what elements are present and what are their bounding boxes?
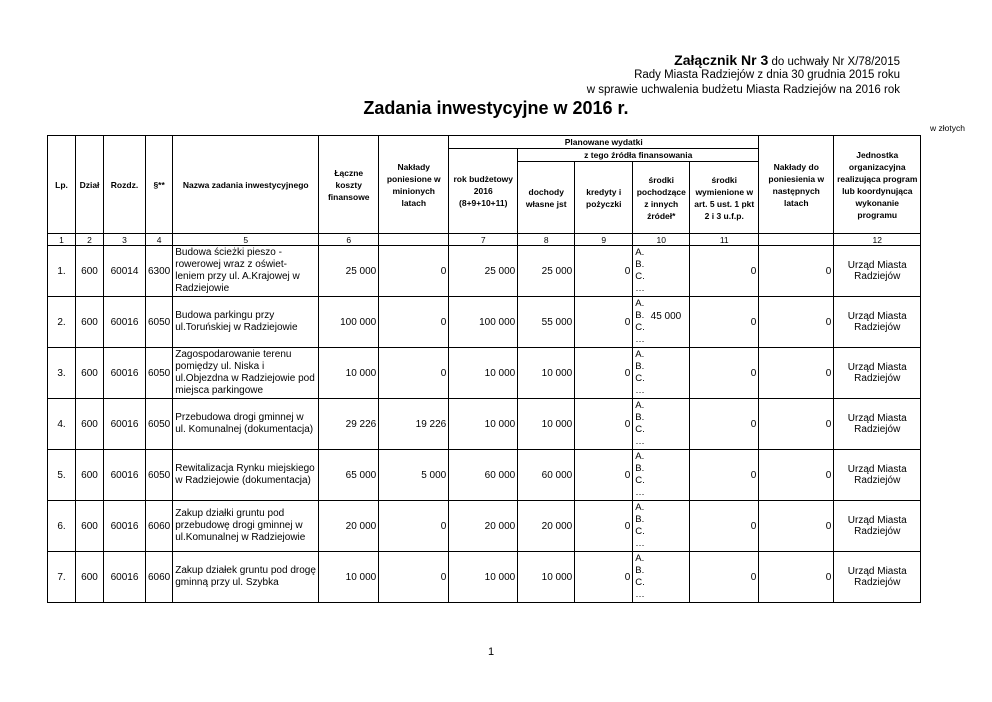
cell-naklady-nastepne: 0: [759, 348, 834, 399]
source-label: C.: [635, 322, 645, 333]
cell-laczne: 10 000: [319, 348, 379, 399]
cell-lp: 5.: [48, 450, 76, 501]
table-row: [48, 348, 921, 399]
col-number: [379, 234, 449, 246]
col-rozdz: Rozdz.: [104, 136, 146, 234]
cell-srodki-art: 0: [690, 348, 759, 399]
cell-srodki-inne: [633, 348, 690, 399]
cell-dzial: 600: [76, 348, 104, 399]
table-row: [48, 450, 921, 501]
cell-jednostka: Urząd Miasta Radziejów: [834, 501, 921, 552]
cell-paragraf: 6050: [146, 399, 173, 450]
source-label: C.: [635, 577, 645, 588]
col-number: 1: [48, 234, 76, 246]
cell-paragraf: 6050: [146, 348, 173, 399]
cell-jednostka: Urząd Miasta Radziejów: [834, 246, 921, 297]
unit-note: w złotych: [930, 123, 965, 133]
cell-jednostka: Urząd Miasta Radziejów: [834, 399, 921, 450]
cell-rok: 100 000: [449, 297, 518, 348]
cell-jednostka: Urząd Miasta Radziejów: [834, 348, 921, 399]
col-number: 2: [76, 234, 104, 246]
cell-srodki-inne: [633, 501, 690, 552]
source-label: B.: [635, 565, 645, 576]
annex-number: Załącznik Nr 3: [674, 52, 769, 68]
cell-paragraf: 6060: [146, 552, 173, 603]
col-jednostka: Jednostka organizacyjna realizująca program lub koordynująca wykonanie programu: [834, 136, 921, 234]
cell-poniesione: 5 000: [379, 450, 449, 501]
source-label: …: [635, 589, 645, 600]
document-title: Zadania inwestycyjne w 2016 r.: [363, 98, 629, 118]
col-planowane: Planowane wydatki: [449, 136, 759, 149]
source-labels: [635, 247, 645, 295]
cell-poniesione: 0: [379, 552, 449, 603]
cell-laczne: 29 226: [319, 399, 379, 450]
source-label: B.: [635, 463, 645, 474]
source-labels: [635, 553, 645, 601]
source-label: …: [635, 487, 645, 498]
source-value: 45 000: [650, 311, 682, 322]
cell-naklady-nastepne: 0: [759, 501, 834, 552]
cell-task-name: Budowa ścieżki pieszo - rowerowej wraz z oświet- leniem przy ul. A.Krajowej w Radziejowie: [173, 246, 319, 297]
cell-rok: 10 000: [449, 399, 518, 450]
source-labels: [635, 502, 645, 550]
col-number: 9: [575, 234, 633, 246]
source-label: B.: [635, 514, 645, 525]
col-number: 12: [834, 234, 921, 246]
cell-dzial: 600: [76, 246, 104, 297]
cell-task-name: Zagospodarowanie terenu pomiędzy ul. Niska i ul.Objezdna w Radziejowie pod miejsca parkingowe: [173, 348, 319, 399]
cell-lp: 2.: [48, 297, 76, 348]
cell-srodki-inne: [633, 399, 690, 450]
cell-rok: 10 000: [449, 552, 518, 603]
cell-rok: 10 000: [449, 348, 518, 399]
source-label: B.: [635, 412, 645, 423]
cell-lp: 6.: [48, 501, 76, 552]
cell-srodki-inne: [633, 450, 690, 501]
cell-paragraf: 6300: [146, 246, 173, 297]
cell-naklady-nastepne: 0: [759, 297, 834, 348]
col-number: 7: [449, 234, 518, 246]
col-dochody: dochody własne jst: [518, 162, 575, 234]
cell-kredyty: 0: [575, 348, 633, 399]
source-label: C.: [635, 424, 645, 435]
source-label: A.: [635, 451, 645, 462]
cell-laczne: 10 000: [319, 552, 379, 603]
source-label: C.: [635, 271, 645, 282]
source-label: A.: [635, 349, 645, 360]
cell-rozdz: 60016: [104, 501, 146, 552]
cell-kredyty: 0: [575, 246, 633, 297]
source-labels: [635, 451, 645, 499]
cell-naklady-nastepne: 0: [759, 552, 834, 603]
cell-lp: 4.: [48, 399, 76, 450]
cell-poniesione: 19 226: [379, 399, 449, 450]
cell-laczne: 65 000: [319, 450, 379, 501]
cell-task-name: Rewitalizacja Rynku miejskiego w Radziejowie (dokumentacja): [173, 450, 319, 501]
cell-lp: 7.: [48, 552, 76, 603]
col-naklady-nastepne: Nakłady do poniesienia w następnych latach: [759, 136, 834, 234]
col-number: 10: [633, 234, 690, 246]
cell-srodki-inne: [633, 552, 690, 603]
cell-srodki-art: 0: [690, 552, 759, 603]
col-dzial: Dział: [76, 136, 104, 234]
col-rok: rok budżetowy 2016 (8+9+10+11): [449, 149, 518, 234]
annex-council-line: Rady Miasta Radziejów z dnia 30 grudnia 2015 roku: [634, 69, 900, 81]
col-number: [759, 234, 834, 246]
cell-srodki-art: 0: [690, 399, 759, 450]
cell-dochody: 10 000: [518, 348, 575, 399]
cell-naklady-nastepne: 0: [759, 246, 834, 297]
cell-jednostka: Urząd Miasta Radziejów: [834, 450, 921, 501]
col-nazwa: Nazwa zadania inwestycyjnego: [173, 136, 319, 234]
cell-srodki-art: 0: [690, 450, 759, 501]
column-number-row: [48, 234, 921, 246]
annex-subject-line: w sprawie uchwalenia budżetu Miasta Radziejów na 2016 rok: [586, 84, 900, 96]
cell-kredyty: 0: [575, 399, 633, 450]
source-label: …: [635, 538, 645, 549]
source-labels: [635, 298, 645, 346]
cell-dochody: 55 000: [518, 297, 575, 348]
cell-jednostka: Urząd Miasta Radziejów: [834, 552, 921, 603]
col-laczne: Łączne koszty finansowe: [319, 136, 379, 234]
cell-rozdz: 60016: [104, 450, 146, 501]
source-label: …: [635, 283, 645, 294]
cell-dzial: 600: [76, 501, 104, 552]
source-label: …: [635, 334, 645, 345]
cell-poniesione: 0: [379, 297, 449, 348]
cell-rozdz: 60016: [104, 348, 146, 399]
source-label: C.: [635, 526, 645, 537]
col-srodki-inne: środki pochodzące z innych źródeł*: [633, 162, 690, 234]
cell-poniesione: 0: [379, 501, 449, 552]
source-label: C.: [635, 373, 645, 384]
cell-naklady-nastepne: 0: [759, 450, 834, 501]
cell-dochody: 25 000: [518, 246, 575, 297]
source-label: A.: [635, 400, 645, 411]
col-srodki-art: środki wymienione w art. 5 ust. 1 pkt 2 i 3 u.f.p.: [690, 162, 759, 234]
source-label: A.: [635, 553, 645, 564]
cell-dzial: 600: [76, 552, 104, 603]
investment-table: [47, 135, 921, 603]
cell-rozdz: 60016: [104, 552, 146, 603]
cell-kredyty: 0: [575, 552, 633, 603]
source-label: …: [635, 436, 645, 447]
cell-dochody: 20 000: [518, 501, 575, 552]
cell-jednostka: Urząd Miasta Radziejów: [834, 297, 921, 348]
cell-rozdz: 60016: [104, 399, 146, 450]
col-number: 5: [173, 234, 319, 246]
source-label: A.: [635, 247, 645, 258]
cell-paragraf: 6050: [146, 297, 173, 348]
cell-kredyty: 0: [575, 297, 633, 348]
table-row: [48, 246, 921, 297]
col-number: 8: [518, 234, 575, 246]
cell-lp: 3.: [48, 348, 76, 399]
col-number: 4: [146, 234, 173, 246]
source-labels: [635, 349, 645, 397]
cell-task-name: Zakup działki gruntu pod przebudowę drogi gminnej w ul.Komunalnej w Radziejowie: [173, 501, 319, 552]
cell-poniesione: 0: [379, 246, 449, 297]
table-row: [48, 501, 921, 552]
cell-naklady-nastepne: 0: [759, 399, 834, 450]
col-lp: Lp.: [48, 136, 76, 234]
cell-dochody: 10 000: [518, 399, 575, 450]
table-row: [48, 399, 921, 450]
cell-rok: 20 000: [449, 501, 518, 552]
cell-srodki-art: 0: [690, 246, 759, 297]
cell-rozdz: 60016: [104, 297, 146, 348]
table-row: [48, 297, 921, 348]
source-label: B.: [635, 310, 645, 321]
col-paragraf: §**: [146, 136, 173, 234]
source-label: B.: [635, 361, 645, 372]
cell-task-name: Zakup działek gruntu pod drogę gminną przy ul. Szybka: [173, 552, 319, 603]
source-label: C.: [635, 475, 645, 486]
cell-dzial: 600: [76, 450, 104, 501]
cell-kredyty: 0: [575, 501, 633, 552]
col-zrodla: z tego źródła finansowania: [518, 149, 759, 162]
cell-poniesione: 0: [379, 348, 449, 399]
cell-srodki-art: 0: [690, 297, 759, 348]
cell-dzial: 600: [76, 399, 104, 450]
col-kredyty: kredyty i pożyczki: [575, 162, 633, 234]
cell-task-name: Przebudowa drogi gminnej w ul. Komunalnej (dokumentacja): [173, 399, 319, 450]
cell-srodki-inne: [633, 297, 690, 348]
annex-resolution: do uchwały Nr X/78/2015: [768, 56, 900, 68]
cell-rok: 25 000: [449, 246, 518, 297]
cell-rozdz: 60014: [104, 246, 146, 297]
table-row: [48, 552, 921, 603]
cell-lp: 1.: [48, 246, 76, 297]
cell-srodki-art: 0: [690, 501, 759, 552]
cell-paragraf: 6060: [146, 501, 173, 552]
col-number: 6: [319, 234, 379, 246]
source-label: A.: [635, 502, 645, 513]
cell-laczne: 100 000: [319, 297, 379, 348]
cell-dochody: 10 000: [518, 552, 575, 603]
source-label: A.: [635, 298, 645, 309]
cell-rok: 60 000: [449, 450, 518, 501]
col-number: 3: [104, 234, 146, 246]
cell-laczne: 25 000: [319, 246, 379, 297]
source-label: B.: [635, 259, 645, 270]
page-number: 1: [488, 646, 495, 658]
source-label: …: [635, 385, 645, 396]
cell-dzial: 600: [76, 297, 104, 348]
cell-paragraf: 6050: [146, 450, 173, 501]
source-labels: [635, 400, 645, 448]
col-naklady-poniesione: Nakłady poniesione w minionych latach: [379, 136, 449, 234]
cell-kredyty: 0: [575, 450, 633, 501]
col-number: 11: [690, 234, 759, 246]
cell-task-name: Budowa parkingu przy ul.Toruńskiej w Radziejowie: [173, 297, 319, 348]
cell-srodki-inne: [633, 246, 690, 297]
cell-dochody: 60 000: [518, 450, 575, 501]
cell-laczne: 20 000: [319, 501, 379, 552]
